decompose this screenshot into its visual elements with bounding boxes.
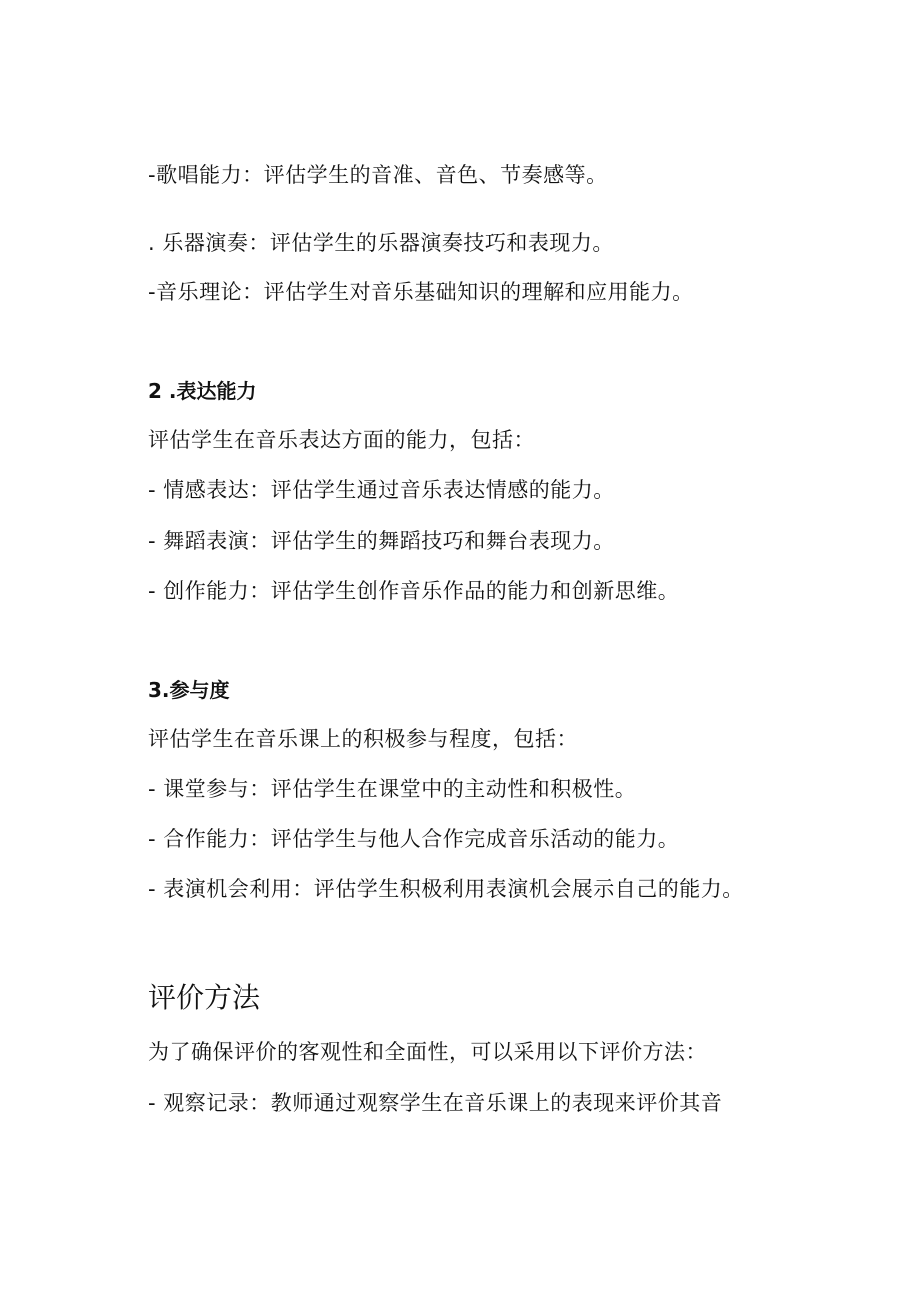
- list-item-creation: - 创作能力：评估学生创作音乐作品的能力和创新思维。: [148, 579, 680, 603]
- list-item-class-participation: - 课堂参与：评估学生在课堂中的主动性和积极性。: [148, 777, 637, 801]
- paragraph-expression-intro: 评估学生在音乐表达方面的能力，包括：: [148, 428, 535, 452]
- list-item-cooperation: - 合作能力：评估学生与他人合作完成音乐活动的能力。: [148, 827, 680, 851]
- list-item-performance: - 表演机会利用：评估学生积极利用表演机会展示自己的能力。: [148, 877, 744, 901]
- heading-expression: 2 .表达能力: [148, 379, 257, 403]
- heading-evaluation-methods: 评价方法: [148, 981, 261, 1014]
- paragraph-methods-intro: 为了确保评价的客观性和全面性，可以采用以下评价方法：: [148, 1040, 707, 1064]
- list-item-singing: -歌唱能力：评估学生的音准、音色、节奏感等。: [148, 163, 608, 187]
- list-item-emotion: - 情感表达：评估学生通过音乐表达情感的能力。: [148, 478, 615, 502]
- list-item-theory: -音乐理论：评估学生对音乐基础知识的理解和应用能力。: [148, 280, 694, 304]
- list-item-instrument: . 乐器演奏：评估学生的乐器演奏技巧和表现力。: [148, 231, 614, 255]
- list-item-observation: - 观察记录：教师通过观察学生在音乐课上的表现来评价其音: [148, 1091, 723, 1115]
- heading-participation: 3.参与度: [148, 678, 230, 702]
- list-item-dance: - 舞蹈表演：评估学生的舞蹈技巧和舞台表现力。: [148, 529, 615, 553]
- paragraph-participation-intro: 评估学生在音乐课上的积极参与程度，包括：: [148, 727, 578, 751]
